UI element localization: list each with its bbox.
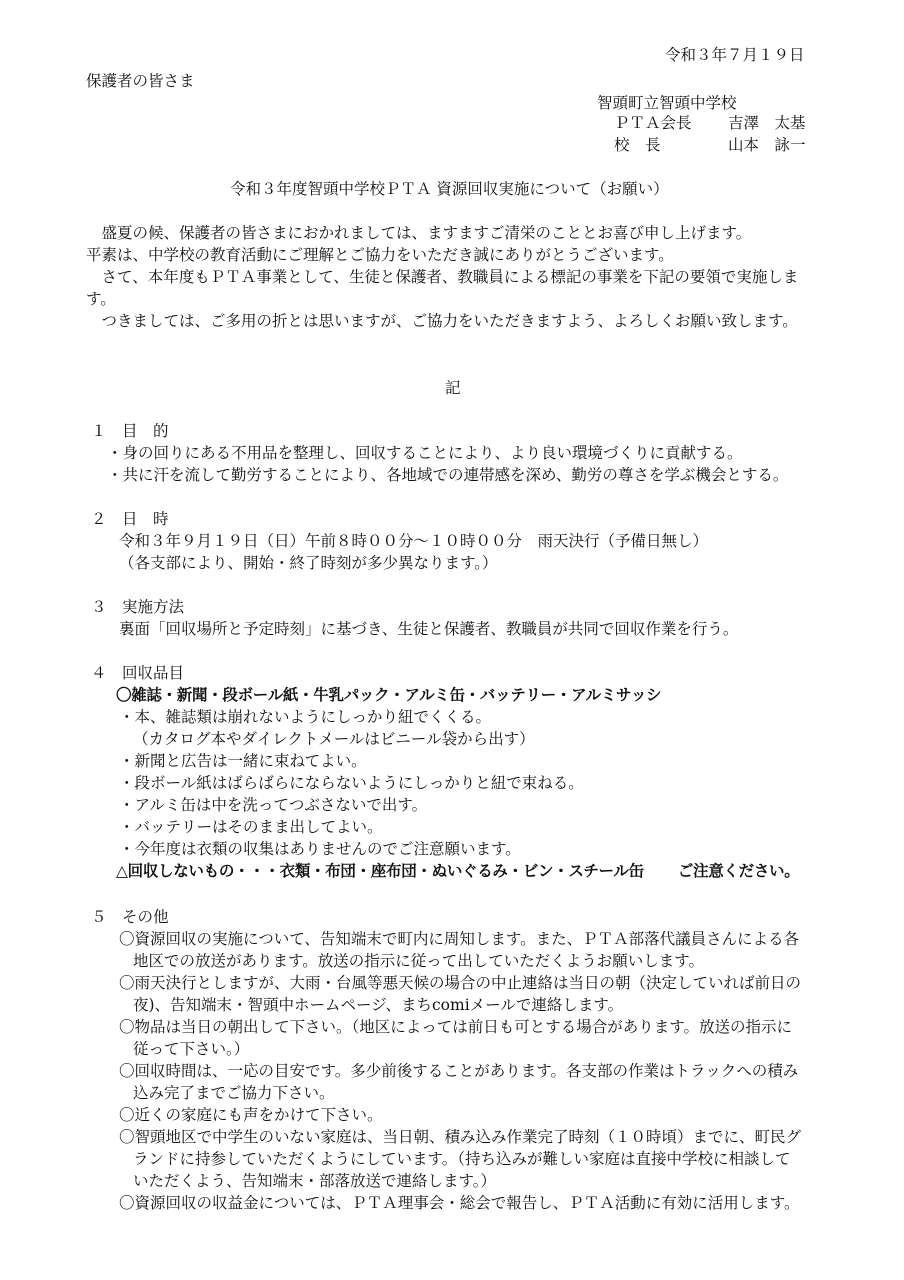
section-1-heading: １ 目 的 xyxy=(91,422,169,440)
section-5-line: 地区での放送があります。放送の指示に従って出していただくようお願いします。 xyxy=(133,952,705,970)
section-5-line: 〇智頭地区で中学生のいない家庭は、当日朝、積み込み作業完了時刻（１０時頃）までに、町民グ xyxy=(119,1128,802,1146)
section-5-line: 〇資源回収の実施について、告知端末で町内に周知します。また、ＰＴＡ部落代議員さんによる各 xyxy=(119,930,800,948)
section-2-line: 令和３年９月１９日（日）午前８時００分～１０時００分 雨天決行（予備日無し） xyxy=(119,532,709,550)
document-date: 令和３年７月１９日 xyxy=(665,46,805,64)
not-collected-list: △回収しないもの・・・衣類・布団・座布団・ぬいぐるみ・ビン・スチール缶 xyxy=(116,862,644,880)
section-5-line: 〇物品は当日の朝出して下さい。（地区によっては前日も可とする場合があります。放送の指示に xyxy=(119,1018,793,1036)
signer-pta-name: 吉澤 太基 xyxy=(728,114,806,132)
section-5-line: 夜)、告知端末・智頭中ホームページ、まちcomiメールで連絡します。 xyxy=(133,996,624,1014)
section-2-line: （各支部により、開始・終了時刻が多少異なります。） xyxy=(119,554,498,572)
intro-line: さて、本年度もＰＴＡ事業として、生徒と保護者、教職員による標記の事業を下記の要領で実施しま xyxy=(86,268,799,286)
section-3-heading: ３ 実施方法 xyxy=(91,598,185,616)
school-name: 智頭町立智頭中学校 xyxy=(597,94,737,112)
section-4-line: ・段ボール紙はばらばらにならないようにしっかりと紐で束ねる。 xyxy=(119,774,584,792)
recipient: 保護者の皆さま xyxy=(86,72,195,90)
section-4-line: ・バッテリーはそのまま出してよい。 xyxy=(119,818,383,836)
section-4-heading: ４ 回収品目 xyxy=(91,664,185,682)
section-4-line: ・本、雑誌類は崩れないようにしっかり紐でくくる。 xyxy=(119,708,492,726)
section-5-line: いただくよう、告知端末・部落放送で連絡します。） xyxy=(133,1172,497,1190)
intro-line: す。 xyxy=(86,290,116,308)
section-1-line: ・共に汗を流して勤労することにより、各地域での連帯感を深め、勤労の尊さを学ぶ機会とする。 xyxy=(107,466,789,484)
section-1-line: ・身の回りにある不用品を整理し、回収することにより、より良い環境づくりに貢献する。 xyxy=(107,444,743,462)
section-5-line: 〇回収時間は、一応の目安です。多少前後することがあります。各支部の作業はトラックへの積み xyxy=(119,1062,799,1080)
section-4-line: （カタログ本やダイレクトメールはビニール袋から出す） xyxy=(133,730,535,748)
section-4-line: ・今年度は衣類の収集はありませんのでご注意願います。 xyxy=(119,840,521,858)
signer-pta-title: ＰＴＡ会長 xyxy=(614,114,692,132)
signer-principal-name: 山本 詠一 xyxy=(728,136,806,154)
section-5-line: ランドに持参していただくようにしています。（持ち込みが難しい家庭は直接中学校に相談して xyxy=(133,1150,791,1168)
section-5-line: 込み完了までご協力下さい。 xyxy=(133,1084,335,1102)
intro-line: つきましては、ご多用の折とは思いますが、ご協力をいただきますよう、よろしくお願い致します。 xyxy=(86,312,798,330)
intro-line: 盛夏の候、保護者の皆さまにおかれましては、ますますご清栄のこととお喜び申し上げます。 xyxy=(86,224,752,242)
section-5-line: 〇資源回収の収益金については、ＰＴＡ理事会・総会で報告し、ＰＴＡ活動に有効に活用します。 xyxy=(119,1194,800,1212)
not-collected-items xyxy=(116,860,799,882)
section-2-heading: ２ 日 時 xyxy=(91,510,169,528)
section-4-line: ・アルミ缶は中を洗ってつぶさないで出す。 xyxy=(119,796,428,814)
section-3-line: 裏面「回収場所と予定時刻」に基づき、生徒と保護者、教職員が共同で回収作業を行う。 xyxy=(119,620,739,638)
document-title: 令和３年度智頭中学校ＰＴＡ 資源回収実施について（お願い） xyxy=(230,180,669,198)
signer-principal-title: 校 長 xyxy=(614,136,661,154)
section-5-heading: ５ その他 xyxy=(91,908,169,926)
section-5-line: 〇雨天決行としますが、大雨・台風等悪天候の場合の中止連絡は当日の朝（決定していれば前日の xyxy=(119,974,802,992)
section-5-line: 〇近くの家庭にも声をかけて下さい。 xyxy=(119,1106,383,1124)
collected-items: 〇雑誌・新聞・段ボール紙・牛乳パック・アルミ缶・バッテリー・アルミサッシ xyxy=(116,686,662,704)
intro-line: 平素は、中学校の教育活動にご理解とご協力をいただき誠にありがとうございます。 xyxy=(86,246,674,264)
ki-heading: 記 xyxy=(445,379,461,397)
section-4-line: ・新聞と広告は一緒に束ねてよい。 xyxy=(119,752,367,770)
section-5-line: 従って下さい。） xyxy=(133,1040,250,1058)
not-collected-note: ご注意ください。 xyxy=(677,862,800,880)
